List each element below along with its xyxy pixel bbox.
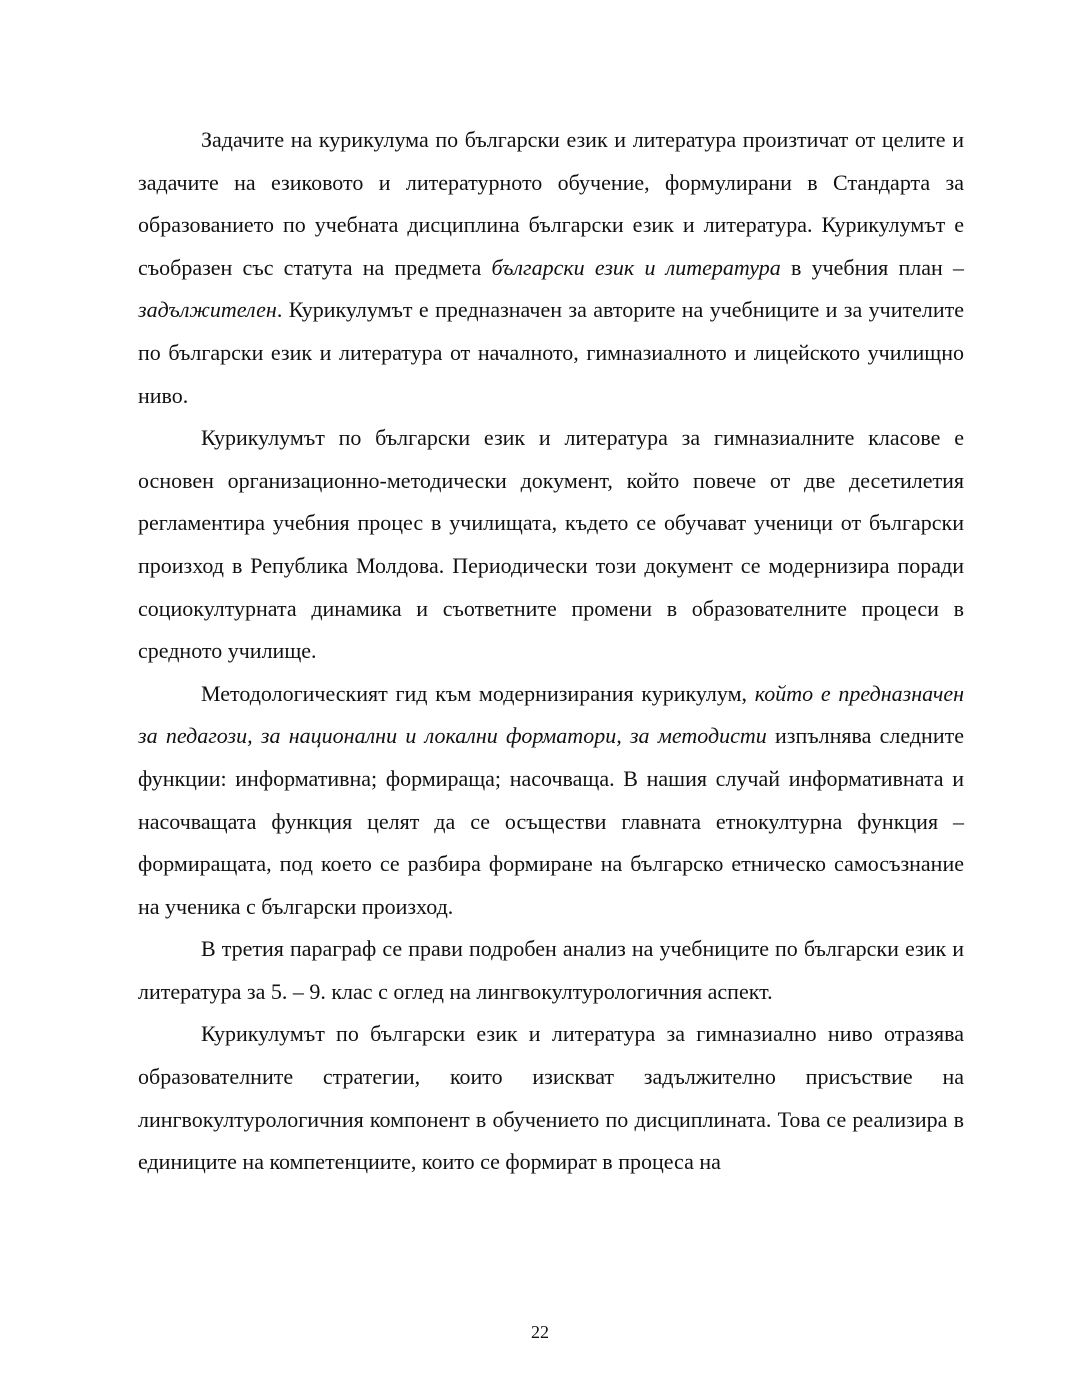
italic-segment: български език и литература — [491, 254, 781, 280]
paragraph — [138, 119, 964, 417]
paragraph — [138, 1013, 964, 1183]
italic-segment: задължителен — [138, 297, 277, 323]
paragraph — [138, 673, 964, 929]
text-segment: Курикулумът по български език и литература за гимназиалните класове е основен организационно-методически документ, който повече от две десетилетия регламентира учебния процес в училищата, където се обучават ученици от български произход в Република Молдова. Периодически този документ се модернизира поради социокултурната динамика и съответните промени в образователните процеси в средното училище. — [138, 425, 964, 664]
text-segment: . Курикулумът е предназначен за авторите на учебниците и за учителите по български език и литература от началното, гимназиалното и лицейското училищно ниво. — [138, 297, 964, 408]
paragraph — [138, 928, 964, 1013]
text-segment: Задачите на курикулума по български език и литература произтичат от целите и задачите на езиковото и литературното обучение, формулирани в Стандарта за образованието по учебната дисциплина български език и литература. Курикулумът е съобразен със статута на предмета — [138, 127, 964, 280]
paragraph — [138, 417, 964, 673]
text-segment: В третия параграф се прави подробен анализ на учебниците по български език и литература за 5. – 9. клас с оглед на лингвокултурологичния аспект. — [138, 936, 964, 1004]
text-segment: в учебния план – — [780, 254, 964, 280]
italic-segment: който е предназначен за педагози, за национални и локални форматори, за методисти — [138, 680, 965, 749]
page-number: 22 — [531, 1322, 549, 1342]
text-segment: Курикулумът по български език и литература за гимназиално ниво отразява образователните стратегии, които изискват задължително присъствие на лингвокултурологичния компонент в обучението по дисциплината. Това се реализира в единиците на компетенциите, които се формират в процеса на — [138, 1021, 964, 1175]
text-segment: изпълнява следните функции: информативна; формираща; насочваща. В нашия случай информативната и насочващата функция целят да се осъществи главната етнокултурна функция – формиращата, под което се разбира формиране на българско етническо самосъзнание на ученика с български произход. — [138, 723, 964, 919]
document-body — [138, 119, 964, 1184]
text-segment: Методологическият гид към модернизирания курикулум, — [201, 680, 755, 706]
